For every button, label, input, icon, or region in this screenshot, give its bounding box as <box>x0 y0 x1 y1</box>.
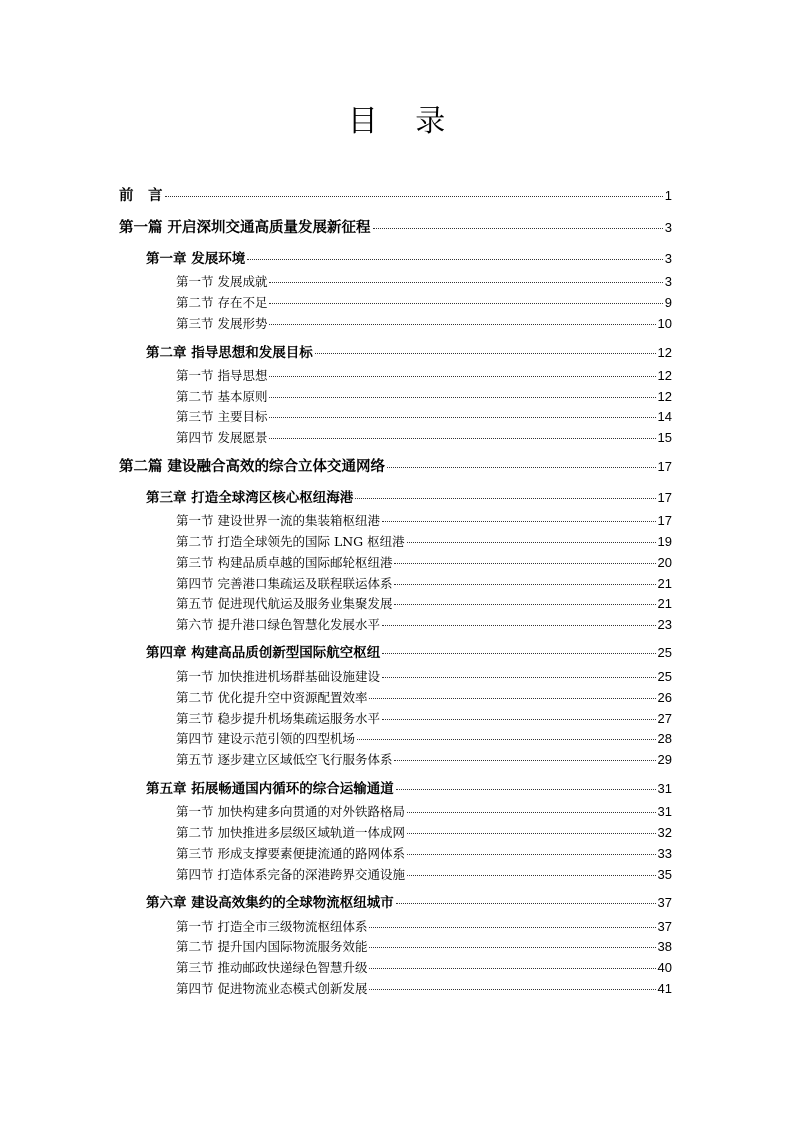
toc-entry-label: 第三节 推动邮政快递绿色智慧升级 <box>176 960 368 975</box>
toc-entry-page-number: 17 <box>657 513 672 528</box>
dot-leader <box>382 653 655 654</box>
toc-entry-page-number: 19 <box>657 534 672 549</box>
toc-chapter-entry[interactable] <box>146 891 672 911</box>
toc-section-entry[interactable] <box>176 511 672 529</box>
toc-section-entry[interactable] <box>176 428 672 446</box>
dot-leader <box>394 604 655 605</box>
toc-entry-page-number: 35 <box>657 867 672 882</box>
toc-entry-label: 第一章 发展环境 <box>146 251 246 267</box>
toc-entry-label: 第二节 加快推进多层级区域轨道一体成网 <box>176 825 405 840</box>
toc-entry-label: 第三章 打造全球湾区核心枢纽海港 <box>146 490 354 506</box>
toc-entry-page-number: 17 <box>657 490 672 505</box>
dot-leader <box>407 875 656 876</box>
toc-entry-label: 第五章 拓展畅通国内循环的综合运输通道 <box>146 781 394 797</box>
toc-section-entry[interactable] <box>176 865 672 883</box>
toc-entry-label: 第一节 指导思想 <box>176 368 268 383</box>
toc-section-entry[interactable] <box>176 615 672 633</box>
toc-entry-page-number: 15 <box>657 430 672 445</box>
toc-entry-label: 第三节 发展形势 <box>176 316 268 331</box>
dot-leader <box>269 376 655 377</box>
page-title: 目 录 <box>347 104 460 139</box>
toc-part-entry[interactable] <box>119 216 672 237</box>
toc-section-entry[interactable] <box>176 917 672 935</box>
toc-entry-page-number: 9 <box>664 295 672 310</box>
dot-leader <box>382 521 656 522</box>
toc-section-entry[interactable] <box>176 750 672 768</box>
toc-entry-page-number: 41 <box>657 981 672 996</box>
dot-leader <box>369 968 655 969</box>
toc-entry-label: 第一篇 开启深圳交通高质量发展新征程 <box>119 220 371 236</box>
dot-leader <box>382 719 656 720</box>
toc-entry-page-number: 17 <box>657 459 672 474</box>
toc-entry-page-number: 33 <box>657 846 672 861</box>
toc-entry-label: 第四节 发展愿景 <box>176 430 268 445</box>
toc-entry-label: 第二节 提升国内国际物流服务效能 <box>176 939 368 954</box>
toc-entry-label: 第三节 形成支撑要素便捷流通的路网体系 <box>176 846 405 861</box>
dot-leader <box>407 812 656 813</box>
dot-leader <box>382 625 656 626</box>
toc-entry-page-number: 32 <box>657 825 672 840</box>
toc-section-entry[interactable] <box>176 709 672 727</box>
toc-section-entry[interactable] <box>176 844 672 862</box>
dot-leader <box>394 584 655 585</box>
toc-entry-label: 第二节 打造全球领先的国际 LNG 枢纽港 <box>176 534 405 549</box>
toc-section-entry[interactable] <box>176 407 672 425</box>
dot-leader <box>407 542 656 543</box>
toc-entry-page-number: 25 <box>657 645 672 660</box>
toc-entry-label: 第二节 存在不足 <box>176 295 268 310</box>
toc-entry-page-number: 1 <box>664 188 672 203</box>
dot-leader <box>247 259 663 260</box>
toc-entry-page-number: 31 <box>657 781 672 796</box>
dot-leader <box>394 563 655 564</box>
toc-section-entry[interactable] <box>176 387 672 405</box>
dot-leader <box>355 498 655 499</box>
toc-section-entry[interactable] <box>176 937 672 955</box>
dot-leader <box>315 353 656 354</box>
toc-entry-label: 前 言 <box>119 188 163 204</box>
toc-entry-label: 第一节 加快推进机场群基础设施建设 <box>176 669 380 684</box>
toc-entry-label: 第六节 提升港口绿色智慧化发展水平 <box>176 617 380 632</box>
toc-entry-label: 第二篇 建设融合高效的综合立体交通网络 <box>119 459 386 475</box>
toc-entry-page-number: 37 <box>657 919 672 934</box>
toc-entry-label: 第一节 发展成就 <box>176 274 268 289</box>
toc-chapter-entry[interactable] <box>146 641 672 661</box>
toc-entry-page-number: 3 <box>664 220 672 235</box>
toc-chapter-entry[interactable] <box>146 486 672 506</box>
toc-entry-label: 第四节 建设示范引领的四型机场 <box>176 731 355 746</box>
toc-entry-page-number: 29 <box>657 752 672 767</box>
toc-entry-page-number: 3 <box>664 274 672 289</box>
toc-entry-label: 第五节 逐步建立区域低空飞行服务体系 <box>176 752 393 767</box>
toc-chapter-entry[interactable] <box>146 247 672 267</box>
toc-section-entry[interactable] <box>176 667 672 685</box>
toc-entry-page-number: 27 <box>657 711 672 726</box>
dot-leader <box>382 677 656 678</box>
toc-entry-page-number: 20 <box>657 555 672 570</box>
toc-entry-label: 第二章 指导思想和发展目标 <box>146 345 313 361</box>
toc-entry-label: 第一节 建设世界一流的集装箱枢纽港 <box>176 513 380 528</box>
toc-entry-label: 第三节 主要目标 <box>176 409 268 424</box>
dot-leader <box>269 417 655 418</box>
toc-entry-page-number: 12 <box>657 368 672 383</box>
toc-section-entry[interactable] <box>176 802 672 820</box>
toc-chapter-entry[interactable] <box>146 341 672 361</box>
toc-entry-page-number: 26 <box>657 690 672 705</box>
toc-section-entry[interactable] <box>176 594 672 612</box>
toc-entry-page-number: 10 <box>657 316 672 331</box>
toc-entry-page-number: 21 <box>657 576 672 591</box>
dot-leader <box>407 854 656 855</box>
dot-leader <box>373 228 663 229</box>
dot-leader <box>369 947 655 948</box>
toc-section-entry[interactable] <box>176 293 672 311</box>
dot-leader <box>269 303 662 304</box>
dot-leader <box>269 282 662 283</box>
toc-entry-label: 第四节 打造体系完备的深港跨界交通设施 <box>176 867 405 882</box>
toc-entry-label: 第二节 优化提升空中资源配置效率 <box>176 690 368 705</box>
toc-part-entry[interactable] <box>119 184 672 205</box>
toc-entry-page-number: 31 <box>657 804 672 819</box>
dot-leader <box>396 903 656 904</box>
toc-section-entry[interactable] <box>176 729 672 747</box>
dot-leader <box>396 789 656 790</box>
toc-section-entry[interactable] <box>176 958 672 976</box>
toc-entry-page-number: 23 <box>657 617 672 632</box>
toc-section-entry[interactable] <box>176 366 672 384</box>
toc-entry-label: 第一节 打造全市三级物流枢纽体系 <box>176 919 368 934</box>
dot-leader <box>369 989 655 990</box>
dot-leader <box>369 927 655 928</box>
toc-entry-label: 第四节 完善港口集疏运及联程联运体系 <box>176 576 393 591</box>
toc-section-entry[interactable] <box>176 553 672 571</box>
toc-entry-label: 第四章 构建高品质创新型国际航空枢纽 <box>146 645 381 661</box>
dot-leader <box>165 196 663 197</box>
dot-leader <box>387 467 655 468</box>
toc-entry-label: 第五节 促进现代航运及服务业集聚发展 <box>176 596 393 611</box>
toc-entry-label: 第六章 建设高效集约的全球物流枢纽城市 <box>146 895 394 911</box>
toc-entry-page-number: 25 <box>657 669 672 684</box>
toc-section-entry[interactable] <box>176 688 672 706</box>
toc-entry-label: 第三节 稳步提升机场集疏运服务水平 <box>176 711 380 726</box>
dot-leader <box>394 760 655 761</box>
toc-entry-page-number: 38 <box>657 939 672 954</box>
toc-entry-page-number: 3 <box>664 251 672 266</box>
toc-section-entry[interactable] <box>176 979 672 997</box>
dot-leader <box>269 438 655 439</box>
dot-leader <box>407 833 656 834</box>
toc-part-entry[interactable] <box>119 455 672 476</box>
toc-section-entry[interactable] <box>176 823 672 841</box>
toc-entry-page-number: 37 <box>657 895 672 910</box>
toc-entry-page-number: 28 <box>657 731 672 746</box>
toc-section-entry[interactable] <box>176 532 672 550</box>
toc-section-entry[interactable] <box>176 314 672 332</box>
toc-entry-label: 第二节 基本原则 <box>176 389 268 404</box>
toc-entry-label: 第三节 构建品质卓越的国际邮轮枢纽港 <box>176 555 393 570</box>
dot-leader <box>369 698 655 699</box>
dot-leader <box>357 739 656 740</box>
dot-leader <box>269 397 655 398</box>
toc-entry-label: 第四节 促进物流业态模式创新发展 <box>176 981 368 996</box>
toc-entry-label: 第一节 加快构建多向贯通的对外铁路格局 <box>176 804 405 819</box>
toc-entry-page-number: 12 <box>657 345 672 360</box>
toc-section-entry[interactable] <box>176 272 672 290</box>
toc-section-entry[interactable] <box>176 574 672 592</box>
toc-entry-page-number: 40 <box>657 960 672 975</box>
toc-entry-page-number: 14 <box>657 409 672 424</box>
toc-entry-page-number: 12 <box>657 389 672 404</box>
toc-entry-page-number: 21 <box>657 596 672 611</box>
dot-leader <box>269 324 655 325</box>
toc-chapter-entry[interactable] <box>146 777 672 797</box>
